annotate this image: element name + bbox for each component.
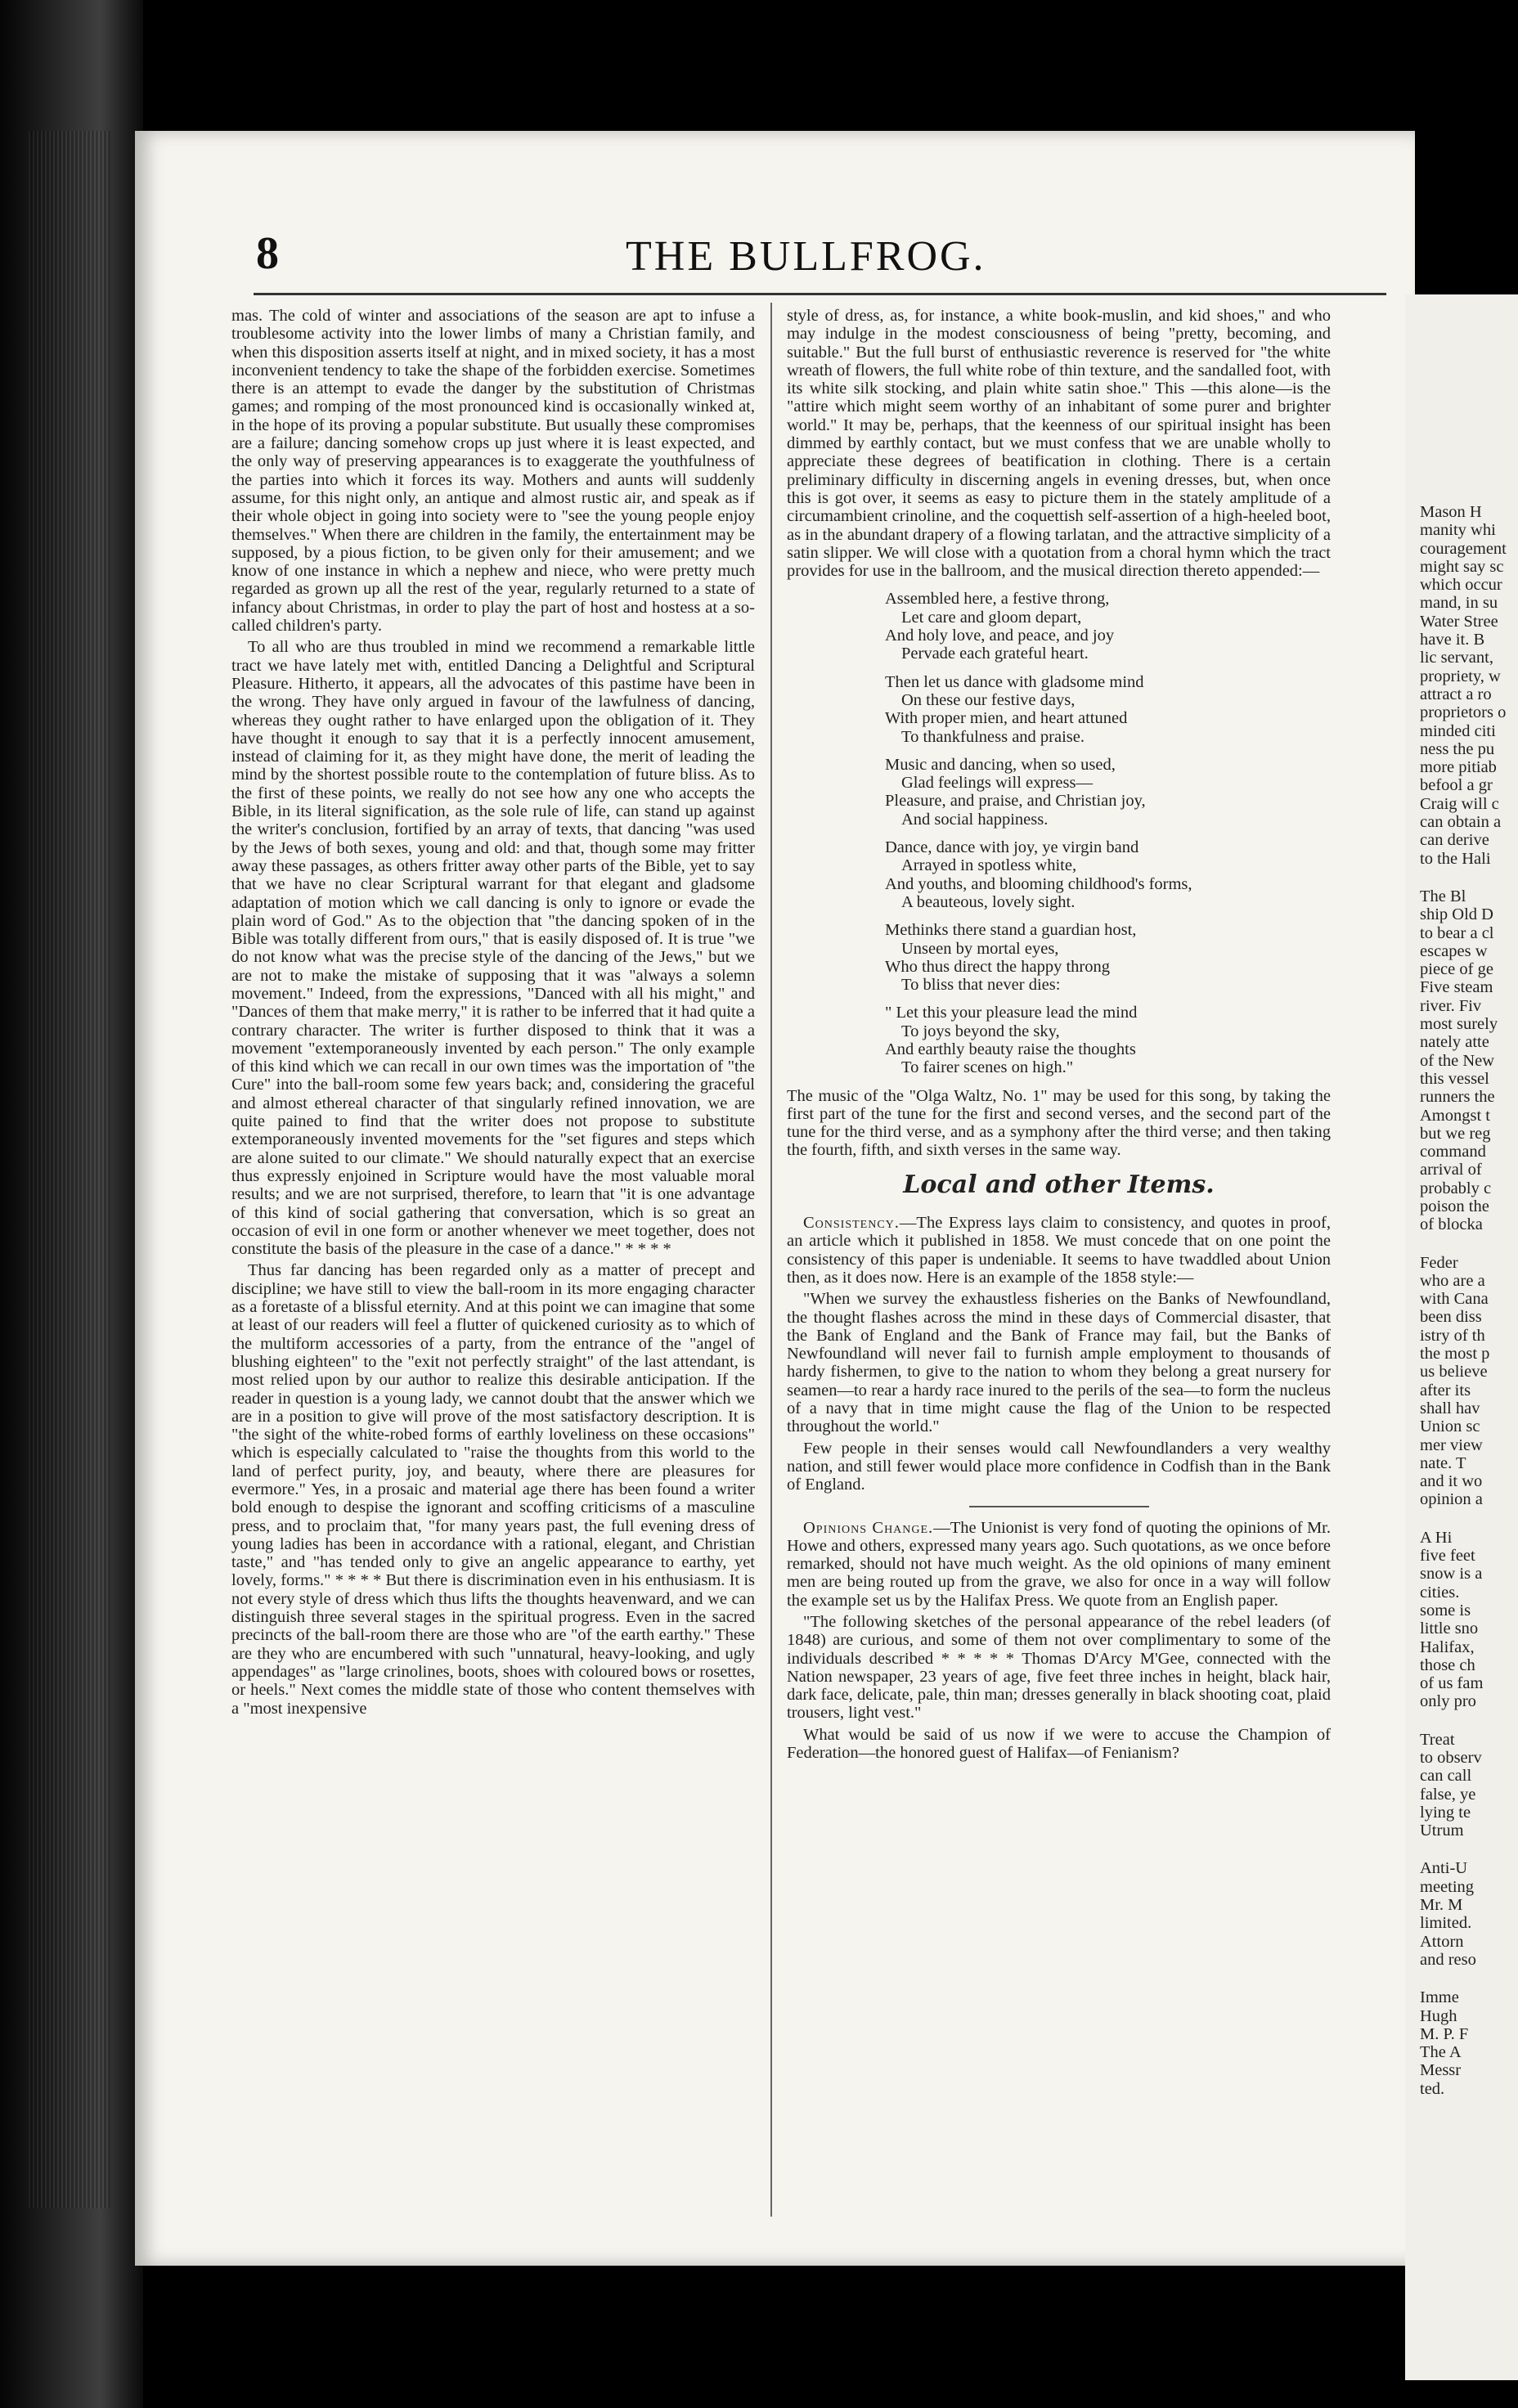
fragment-line: and reso bbox=[1420, 1950, 1476, 1969]
item-divider bbox=[969, 1506, 1149, 1507]
verse-line: Methinks there stand a guardian host, bbox=[885, 921, 1137, 940]
column-rule bbox=[770, 303, 772, 2217]
fragment-line: but we reg bbox=[1420, 1124, 1491, 1143]
verse-line: On these our festive days, bbox=[901, 690, 1076, 709]
verse-line: And social happiness. bbox=[901, 810, 1049, 829]
item-text: Few people in their senses would call Newfoundlanders a very wealthy nation, and still fewer would place more confidence in Codfish than in the Bank of England. bbox=[787, 1439, 1331, 1494]
article-paragraph: The music of the "Olga Waltz, No. 1" may be used for this song, by taking the first part of the tune for the first and second verses, and the second part of the tune for the third verse, and as a symphony after the third verse; and then taking the fourth, fifth, and sixth verses in the same way. bbox=[787, 1086, 1331, 1160]
fragment-line: A Hi bbox=[1420, 1528, 1453, 1547]
fragment-line: Mason H bbox=[1420, 503, 1482, 521]
fragment-gap bbox=[1420, 1840, 1518, 1859]
fragment-line: can derive bbox=[1420, 831, 1489, 850]
page-number: 8 bbox=[256, 228, 279, 279]
fragment-line: ness the pu bbox=[1420, 739, 1495, 758]
fragment-line: cities. bbox=[1420, 1583, 1460, 1602]
fragment-line: which occur bbox=[1420, 576, 1502, 595]
fragment-line: Imme bbox=[1420, 1988, 1459, 2007]
fragment-line: Five steam bbox=[1420, 978, 1493, 997]
header-rule bbox=[254, 293, 1386, 295]
item-text: —The Express lays claim to consistency, and quotes in proof, an article which it published in 1858. We must concede that on one point the consistency of this paper is undeniable. It seems to have twaddled about Union then, as it does now. Here is an example of the 1858 style:— bbox=[787, 1214, 1331, 1287]
article-paragraph: style of dress, as, for instance, a white book-muslin, and kid shoes," and who may indulge in the modest consciousness of being "pretty, becoming, and suitable." But the full burst of enthusiastic reverence is reserved for "the white wreath of flowers, the full white robe of thin texture, and the sandalled foot, with its white silk stocking, and plain white satin shoe." This —this alone—is the "attire which might seem worthy of an inhabitant of some purer and brighter world." It may be, perhaps, that the keenness of our spiritual insight has been dimmed by earthly contact, but we must confess that we are unable wholly to appreciate these degrees of beatification in clothing. There is a certain preliminary difficulty in discerning angels in evening dresses, but, when once this is got over, it seems as easy to picture them in the stately amplitude of a circumambient crinoline, and the coquettish self-assertion of a high-heeled boot, as in the abundant drapery of a flowing tarlatan, and the attractive simplicity of a satin slipper. We will close with a quotation from a choral hymn which the tract provides for use in the ballroom, and the musical direction thereto appended:— bbox=[787, 307, 1331, 581]
hymn-verse bbox=[885, 756, 1331, 829]
verse-line: To bliss that never dies: bbox=[901, 976, 1061, 995]
fragment-line: of blocka bbox=[1420, 1215, 1483, 1234]
fragment-gap bbox=[1420, 868, 1518, 887]
fragment-line: those ch bbox=[1420, 1656, 1475, 1674]
fragment-line: couragement bbox=[1420, 539, 1507, 558]
verse-line: Let care and gloom depart, bbox=[901, 608, 1082, 627]
hymn-verse bbox=[885, 921, 1331, 994]
fragment-line: little sno bbox=[1420, 1620, 1479, 1638]
section-heading: Local and other Items. bbox=[903, 1170, 1215, 1199]
fragment-gap bbox=[1420, 1509, 1518, 1529]
fragment-line: meeting bbox=[1420, 1877, 1475, 1896]
quoted-passage: "The following sketches of the personal appearance of the rebel leaders (of 1848) are curious, and some of them not over complimentary to some of the individuals described * * * * * Thomas D'Arcy M'Gee, connected with the Nation newspaper, 23 years of age, five feet three inches in height, black hair, dark face, delicate, pale, thin man; dresses generally in black shooting coat, plaid trousers, light vest." bbox=[787, 1613, 1331, 1723]
verse-line: Music and dancing, when so used, bbox=[885, 755, 1116, 774]
fragment-line: can obtain a bbox=[1420, 813, 1502, 832]
fragment-line: false, ye bbox=[1420, 1785, 1476, 1804]
verse-line: To thankfulness and praise. bbox=[901, 727, 1085, 746]
fragment-line: command bbox=[1420, 1143, 1486, 1161]
verse-line: A beauteous, lovely sight. bbox=[901, 892, 1076, 911]
page-left bbox=[135, 131, 1415, 2266]
fragment-line: Hugh bbox=[1420, 2006, 1457, 2025]
fragment-line: arrival of bbox=[1420, 1161, 1482, 1179]
fragment-line: Union sc bbox=[1420, 1417, 1480, 1436]
fragment-line: poison the bbox=[1420, 1197, 1489, 1215]
fragment-line: mand, in su bbox=[1420, 594, 1498, 613]
fragment-line: Mr. M bbox=[1420, 1896, 1463, 1915]
fragment-line: escapes w bbox=[1420, 941, 1488, 960]
column-1 bbox=[231, 307, 755, 1721]
fragment-line: shall hav bbox=[1420, 1399, 1480, 1417]
fragment-line: Water Stree bbox=[1420, 612, 1498, 631]
verse-line: With proper mien, and heart attuned bbox=[885, 709, 1128, 728]
verse-line: To fairer scenes on high." bbox=[901, 1058, 1074, 1077]
fragment-line: to observ bbox=[1420, 1749, 1482, 1767]
fragment-line: proprietors o bbox=[1420, 703, 1507, 722]
fragment-line: who are a bbox=[1420, 1271, 1485, 1290]
fragment-line: The Bl bbox=[1420, 887, 1466, 905]
fragment-line: this vessel bbox=[1420, 1069, 1489, 1088]
fragment-line: can call bbox=[1420, 1767, 1472, 1786]
article-paragraph: mas. The cold of winter and associations of the season are apt to infuse a troublesome activity into the lower limbs of many a Christian family, and when this disposition asserts itself at night, and in mixed society, it has a most inconvenient tendency to take the shape of the forbidden exercise. Sometimes there is an attempt to evade the danger by the substitution of Christmas games; and romping of the most pronounced kind is occasionally winked at, in the hope of its proving a popular substitute. But usually these compromises are a failure; dancing somehow crops up just where it is least expected, and the only way of preserving appearances is to exaggerate the youthfulness of the parties into which it forces its way. Mothers and aunts will suddenly assume, for this night only, an antique and almost rustic air, and speak as if their whole object in going into society were to "see the young people enjoy themselves." When there are children in the family, the entertainment may be supposed, by a pious fiction, to be given only for their amusement; and we know of one instance in which a nephew and niece, who were pretty much regarded as grown up all the rest of the year, regularly returned to a state of infancy about Christmas, in order to play the part of host and hostess at a so-called children's party. bbox=[231, 307, 755, 636]
page-right-edge bbox=[1405, 294, 1518, 2380]
fragment-line: with Cana bbox=[1420, 1290, 1489, 1309]
item-title: Consistency. bbox=[803, 1214, 900, 1233]
verse-line: Glad feelings will express— bbox=[901, 774, 1093, 793]
verse-line: Unseen by mortal eyes, bbox=[901, 939, 1059, 958]
fragment-line: befool a gr bbox=[1420, 776, 1493, 795]
fragment-line: minded citi bbox=[1420, 721, 1496, 740]
column-2 bbox=[787, 307, 1331, 1765]
verse-line: And youths, and blooming childhood's forms, bbox=[885, 874, 1192, 893]
item-text: What would be said of us now if we were to accuse the Champion of Federation—the honored guest of Halifax—of Fenianism? bbox=[787, 1725, 1331, 1763]
verse-line: And holy love, and peace, and joy bbox=[885, 627, 1115, 645]
verse-line: And earthly beauty raise the thoughts bbox=[885, 1040, 1136, 1058]
fragment-line: and it wo bbox=[1420, 1472, 1483, 1491]
verse-line: Then let us dance with gladsome mind bbox=[885, 672, 1144, 691]
fragment-line: nately atte bbox=[1420, 1033, 1489, 1052]
fragment-line: to the Hali bbox=[1420, 849, 1491, 868]
fragment-line: Amongst t bbox=[1420, 1106, 1490, 1125]
verse-line: Pleasure, and praise, and Christian joy, bbox=[885, 792, 1146, 811]
fragment-line: might say sc bbox=[1420, 557, 1504, 576]
fragment-line: M. P. F bbox=[1420, 2024, 1469, 2043]
fragment-line: lic servant, bbox=[1420, 649, 1493, 667]
fragment-line: been diss bbox=[1420, 1308, 1482, 1327]
column-3-fragments bbox=[1420, 503, 1518, 2098]
item-text: —The Unionist is very fond of quoting the opinions of Mr. Howe and others, expressed many years ago. Such quotations, as we once before remarked, should not have much weight. As the old opinions of many eminent men are being routed up from the grave, we also for once in a way will follow the example set us by the Halifax Press. We quote from an English paper. bbox=[787, 1518, 1331, 1610]
fragment-line: only pro bbox=[1420, 1692, 1476, 1711]
article-paragraph: Thus far dancing has been regarded only as a matter of precept and discipline; we have still to view the ball-room in its more engaging character as a foretaste of a blissful eternity. And at this point we can imagine that some at least of our readers will feel a flutter of quickened curiosity as to which of the multiform accessories of a party, from the entrance of the "angel of blushing eighteen" to the "exit not perfectly straight" of the last attendant, is most relied upon by our author to realize this desirable anticipation. If the reader in question is a young lady, we cannot doubt that the answer which we are in a position to give will prove of the most satisfactory description. It is "the sight of the white-robed forms of earthly loveliness on these occasions" which is especially calculated to "raise the thoughts from this world to the land of perfect purity, joy, and beauty, where there are pleasures for evermore." Yes, in a prosaic and material age there has been found a writer bold enough to despise the ignorant and scoffing criticisms of a masculine press, and to proclaim that, "for many years past, the full evening dress of young ladies has been in accordance with a rational, elegant, and Christian taste," and "has tended only to give an angelic appearance to earthy, yet lovely, forms." * * * * But there is discrimination even in his enthusiasm. It is not every style of dress which thus lifts the thoughts heavenward, and we can distinguish three several stages in the spiritual progress. Even in the sacred precincts of the ball-room there are those who are "of the earth earthy." These are they who are encumbered with such "unnatural, heavy-looking, and ugly appendages" as "large crinolines, boots, shoes with coloured bows or rosettes, or heels." Next comes the middle state of those who content themselves with a "most inexpensive bbox=[231, 1261, 755, 1718]
fragment-line: propriety, w bbox=[1420, 667, 1501, 685]
verse-line: Assembled here, a festive throng, bbox=[885, 590, 1110, 609]
fragment-line: The A bbox=[1420, 2043, 1462, 2062]
fragment-line: have it. B bbox=[1420, 631, 1485, 649]
fragment-line: Utrum bbox=[1420, 1822, 1464, 1840]
fragment-line: five feet bbox=[1420, 1547, 1475, 1566]
hymn-verse bbox=[885, 673, 1331, 746]
fragment-line: manity whi bbox=[1420, 521, 1496, 540]
fragment-line: some is bbox=[1420, 1601, 1471, 1620]
item-title: Opinions Change. bbox=[803, 1518, 934, 1537]
book-spine bbox=[0, 0, 143, 2408]
fragment-line: more pitiab bbox=[1420, 758, 1497, 777]
fragment-gap bbox=[1420, 1969, 1518, 1988]
verse-line: Who thus direct the happy throng bbox=[885, 957, 1110, 976]
verse-line: " Let this your pleasure lead the mind bbox=[885, 1004, 1138, 1022]
fragment-line: Attorn bbox=[1420, 1932, 1464, 1951]
fragment-line: of the New bbox=[1420, 1051, 1495, 1070]
fragment-line: piece of ge bbox=[1420, 960, 1493, 979]
fragment-line: of us fam bbox=[1420, 1674, 1484, 1693]
fragment-line: to bear a cl bbox=[1420, 923, 1494, 942]
fragment-line: lying te bbox=[1420, 1803, 1471, 1822]
fragment-line: attract a ro bbox=[1420, 685, 1492, 703]
verse-line: To joys beyond the sky, bbox=[901, 1022, 1060, 1040]
verse-line: Pervade each grateful heart. bbox=[901, 645, 1089, 663]
fragment-line: Anti-U bbox=[1420, 1859, 1468, 1878]
quoted-passage: "When we survey the exhaustless fisheries on the Banks of Newfoundland, the thought flashes across the mind in these days of Commercial disaster, that the Bank of England and the Bank of France may fail, but the Banks of Newfoundland will never fail to furnish ample employment to thousands of hardy fishermen, to give to the nation to whom they belong a great nursery for seamen—to rear a hardy race inured to the perils of the sea—to form the nucleus of a navy that in time might cause the flag of the Union to be respected throughout the world." bbox=[787, 1290, 1331, 1436]
fragment-gap bbox=[1420, 1711, 1518, 1731]
verse-line: Arrayed in spotless white, bbox=[901, 856, 1077, 875]
hymn-verse bbox=[885, 590, 1331, 663]
hymn-verse bbox=[885, 1004, 1331, 1076]
fragment-line: nate. T bbox=[1420, 1453, 1466, 1472]
article-paragraph: To all who are thus troubled in mind we recommend a remarkable little tract we have lately met with, entitled Dancing a Delightful and Scriptural Pleasure. Hitherto, it appears, all the advocates of this pastime have been in the wrong. They have only argued in favour of the lawfulness of dancing, whereas they ought rather to have enlarged upon the obligation of it. They have thought it enough to say that it is a perfectly innocent amusement, instead of claiming for it, as they might have done, the merit of leading the mind by the shortest possible route to the contemplation of future bliss. As to the first of these points, we really do not see how any one who accepts the Bible, in its literal signification, as the sole rule of life, can stand up against the writer's conclusion, fortified by an array of texts, that dancing "was used by the Jews of both sexes, young and old: and that, though some may fritter away these passages, as others fritter away other parts of the Bible, yet to say that we have no clear Scriptural warrant for that elegant and gladsome adaptation of motion which we call dancing is only to ignore or evade the plain word of God." As to the objection that "the dancing spoken of in the Bible was totally different from ours," that is easily disposed of. It is true "we do not know what was the precise style of the dancing of the Jews," but we are not to make the mistake of supposing that it was "always a solemn movement." Indeed, from the expressions, "Danced with all his might," and "Dances of them that make merry," it is rather to be inferred that it had quite a contrary character. The writer is further disposed to think that it was a movement "extemporaneously invented by each person." The only example of this kind which we can recall in our own times was the importation of "the Cure" into the ball-room some few years back; and, considering the graceful and almost ethereal character of that singularly refined innovation, we are quite pained to find that the writer does not propose to substitute extemporaneously invented movements for the "set figures and steps which are alone suited to our climate." We should naturally expect that an exercise thus expressly enjoined in Scripture would have the most valuable moral results; and we are not surprised, therefore, to learn that "it is one advantage of this kind of social gathering that conversation, which is so great an occasion of evil in one form or another whenever we meet together, does not constitute the basis of the pleasure in the case of a dance." * * * * bbox=[231, 638, 755, 1259]
fragment-line: river. Fiv bbox=[1420, 996, 1482, 1015]
fragment-line: Halifax, bbox=[1420, 1638, 1475, 1656]
fragment-line: mer view bbox=[1420, 1435, 1483, 1454]
fragment-line: runners the bbox=[1420, 1088, 1495, 1107]
fragment-line: opinion a bbox=[1420, 1490, 1483, 1509]
fragment-line: us believe bbox=[1420, 1363, 1488, 1381]
fragment-line: ship Old D bbox=[1420, 905, 1493, 924]
fragment-line: after its bbox=[1420, 1381, 1471, 1399]
fragment-line: ted. bbox=[1420, 2079, 1445, 2098]
fragment-gap bbox=[1420, 1234, 1518, 1254]
masthead-title: THE BULLFROG. bbox=[626, 233, 986, 280]
fragment-line: the most p bbox=[1420, 1345, 1490, 1363]
fragment-line: Feder bbox=[1420, 1253, 1458, 1272]
verse-line: Dance, dance with joy, ye virgin band bbox=[885, 838, 1139, 857]
fragment-line: most surely bbox=[1420, 1015, 1498, 1034]
fragment-line: Treat bbox=[1420, 1730, 1455, 1749]
fragment-line: istry of th bbox=[1420, 1326, 1485, 1345]
fragment-line: Craig will c bbox=[1420, 794, 1499, 813]
fragment-line: snow is a bbox=[1420, 1565, 1483, 1584]
fragment-line: Messr bbox=[1420, 2061, 1462, 2080]
fragment-line: limited. bbox=[1420, 1914, 1472, 1933]
hymn-verse bbox=[885, 838, 1331, 911]
fragment-line: probably c bbox=[1420, 1179, 1492, 1197]
